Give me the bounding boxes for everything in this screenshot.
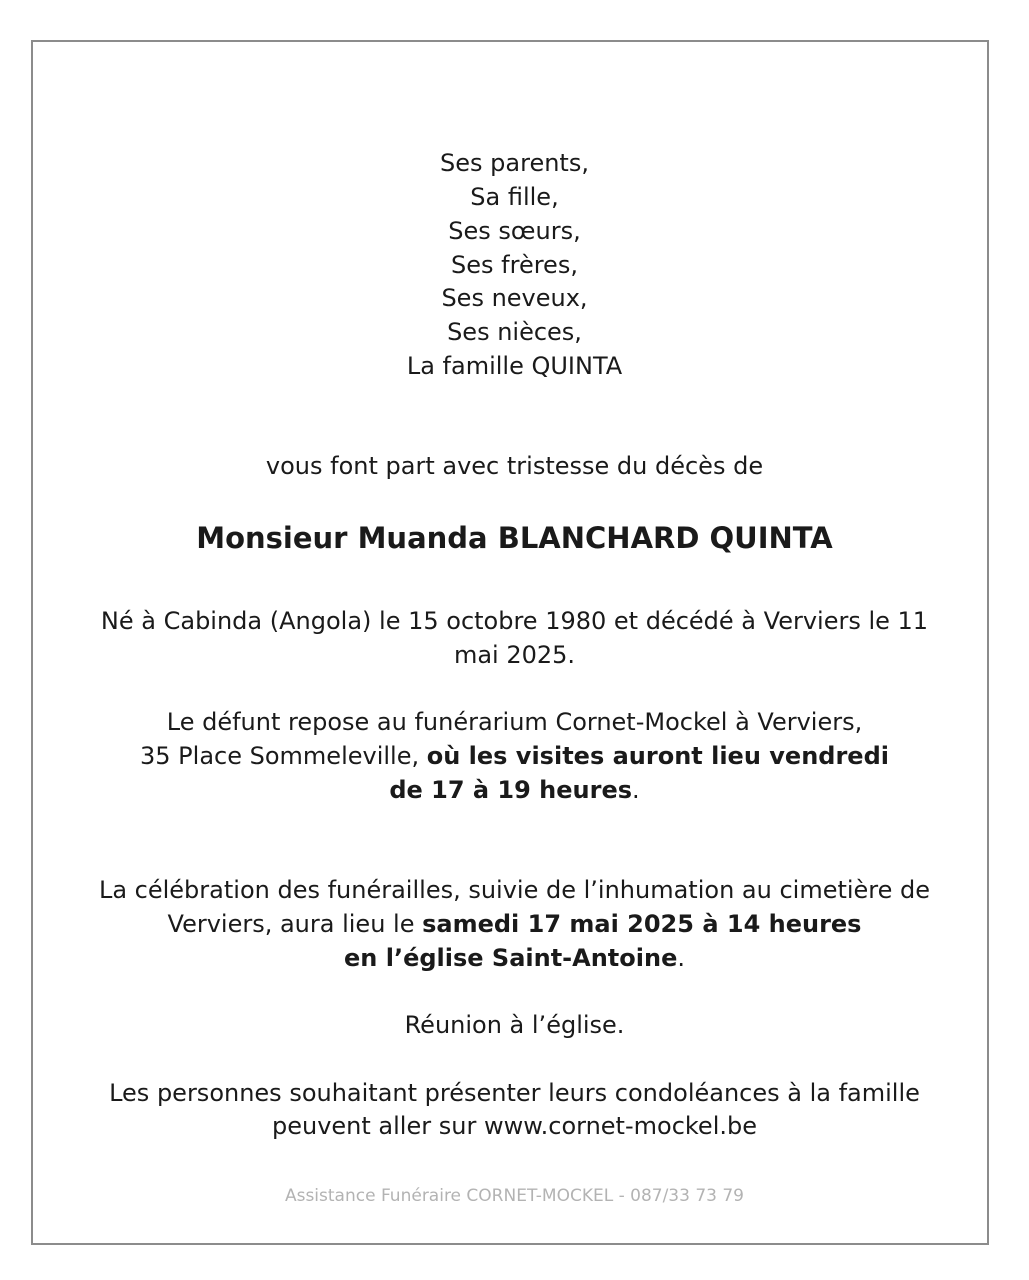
ceremony-church: en l’église Saint-Antoine xyxy=(344,944,678,972)
ceremony-line-2 xyxy=(0,907,1029,941)
ceremony-line-1: La célébration des funérailles, suivie de l’inhumation au cimetière de xyxy=(98,876,931,904)
footer-funeral-home: Assistance Funéraire CORNET-MOCKEL - 087/33 73 79 xyxy=(284,1186,745,1206)
announcement-text: vous font part avec tristesse du décès de xyxy=(265,452,764,480)
family-line-sisters: Ses sœurs, xyxy=(448,217,581,245)
rest-line-3 xyxy=(0,773,1029,807)
rest-line-2 xyxy=(0,739,1029,773)
family-line-brothers: Ses frères, xyxy=(451,251,578,279)
deceased-name: Monsieur Muanda BLANCHARD QUINTA xyxy=(196,521,833,555)
family-line-nephews: Ses neveux, xyxy=(441,284,588,312)
ceremony-location-intro: Verviers, aura lieu le xyxy=(167,910,423,938)
family-line-nieces: Ses nièces, xyxy=(447,318,582,346)
birth-line-2: mai 2025. xyxy=(453,641,576,669)
condolences-line-2: peuvent aller sur www.cornet-mockel.be xyxy=(272,1112,757,1140)
ceremony-period: . xyxy=(677,944,685,972)
family-line-daughter: Sa fille, xyxy=(470,183,559,211)
ceremony-date: samedi 17 mai 2025 à 14 heures xyxy=(422,910,862,938)
ceremony-line-3 xyxy=(0,941,1029,975)
rest-visits: où les visites auront lieu vendredi xyxy=(426,742,889,770)
family-line-parents: Ses parents, xyxy=(440,149,589,177)
rest-line-1: Le défunt repose au funérarium Cornet-Mockel à Verviers, xyxy=(166,708,863,736)
condolences-line-1: Les personnes souhaitant présenter leurs condoléances à la famille xyxy=(109,1079,920,1107)
family-line-quinta: La famille QUINTA xyxy=(406,352,623,380)
birth-line-1: Né à Cabinda (Angola) le 15 octobre 1980 et décédé à Verviers le 11 xyxy=(100,607,929,635)
rest-visit-hours: de 17 à 19 heures xyxy=(389,776,633,804)
rest-address: 35 Place Sommeleville, xyxy=(140,742,427,770)
rest-period: . xyxy=(632,776,640,804)
reunion-text: Réunion à l’église. xyxy=(404,1011,625,1039)
